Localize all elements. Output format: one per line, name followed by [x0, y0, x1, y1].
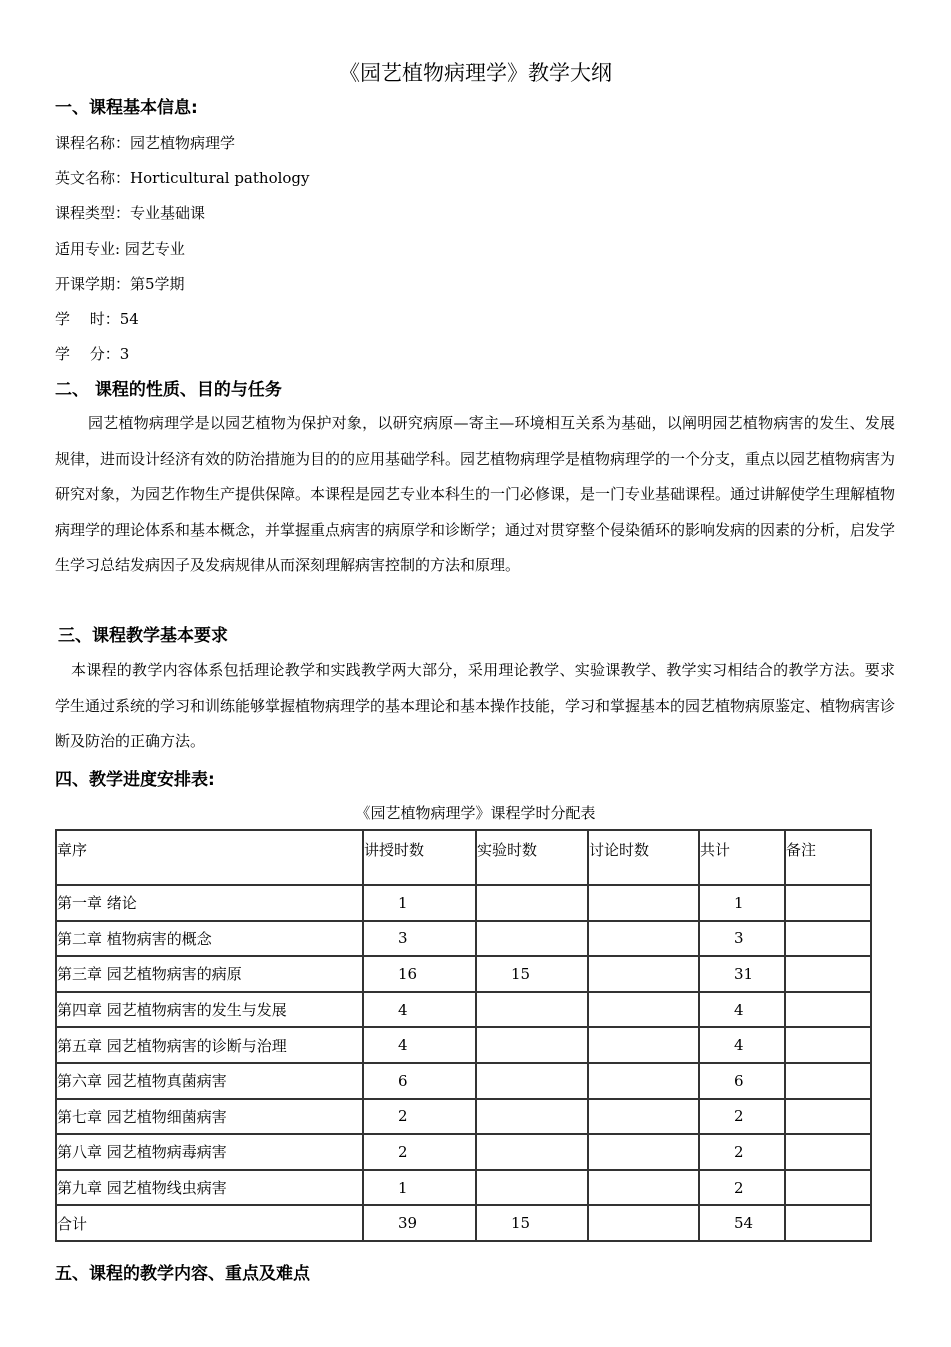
- header-total: 共计: [699, 830, 785, 885]
- cell-lab-hours: [476, 885, 588, 921]
- cell-total: [699, 1205, 785, 1241]
- table-body: [56, 885, 871, 1241]
- section-heading-schedule: 四、教学进度安排表:: [55, 770, 215, 790]
- cell-total-value: 2: [734, 1107, 744, 1126]
- cell-chapter: 第四章 园艺植物病害的发生与发展: [56, 992, 363, 1028]
- cell-lecture-hours: [363, 1205, 476, 1241]
- cell-total-value: 3: [734, 929, 744, 948]
- cell-remarks: [785, 956, 871, 992]
- hours-table: [55, 829, 872, 1242]
- cell-total-value: 54: [734, 1214, 754, 1233]
- paragraph-requirements: 本课程的教学内容体系包括理论教学和实践教学两大部分，采用理论教学、实验课教学、教学实习相结合的教学方法。要求学生通过系统的学习和训练能够掌握植物病理学的基本理论和基本操作技能，学习和掌握基本的园艺植物病原鉴定、植物病害诊断及防治的正确方法。: [55, 661, 896, 751]
- cell-chapter: 合计: [56, 1205, 363, 1241]
- cell-total: [699, 992, 785, 1028]
- section-heading-nature: 二、 课程的性质、目的与任务: [55, 380, 282, 400]
- cell-lab-hours: [476, 1170, 588, 1206]
- cell-lecture-hours: [363, 1134, 476, 1170]
- cell-total: [699, 1063, 785, 1099]
- cell-chapter: 第三章 园艺植物病害的病原: [56, 956, 363, 992]
- cell-remarks: [785, 1205, 871, 1241]
- cell-remarks: [785, 921, 871, 957]
- cell-lab-hours: [476, 1063, 588, 1099]
- table-row: [56, 956, 871, 992]
- cell-discussion-hours: [588, 956, 699, 992]
- cell-remarks: [785, 1099, 871, 1135]
- cell-lab-hours-value: 15: [511, 1214, 531, 1233]
- info-course-type: 课程类型：专业基础课: [55, 204, 206, 222]
- cell-lecture-hours-value: 2: [398, 1107, 408, 1126]
- header-lab-hours: 实验时数: [476, 830, 588, 885]
- cell-chapter: 第九章 园艺植物线虫病害: [56, 1170, 363, 1206]
- cell-lecture-hours: [363, 1170, 476, 1206]
- cell-lecture-hours: [363, 1027, 476, 1063]
- cell-discussion-hours: [588, 1170, 699, 1206]
- cell-total: [699, 1027, 785, 1063]
- info-hours: 学 时：54: [55, 310, 139, 328]
- cell-total-value: 31: [734, 964, 754, 983]
- cell-lab-hours: [476, 1205, 588, 1241]
- cell-lecture-hours-value: 1: [398, 893, 408, 912]
- table-row: [56, 1063, 871, 1099]
- cell-discussion-hours: [588, 1205, 699, 1241]
- cell-remarks: [785, 1027, 871, 1063]
- cell-total-value: 1: [734, 893, 744, 912]
- table-row: [56, 1027, 871, 1063]
- cell-chapter: 第六章 园艺植物真菌病害: [56, 1063, 363, 1099]
- cell-discussion-hours: [588, 921, 699, 957]
- cell-remarks: [785, 1063, 871, 1099]
- cell-discussion-hours: [588, 1099, 699, 1135]
- cell-remarks: [785, 885, 871, 921]
- cell-discussion-hours: [588, 1027, 699, 1063]
- cell-lecture-hours-value: 39: [398, 1214, 418, 1233]
- cell-total-value: 6: [734, 1071, 744, 1090]
- cell-lab-hours: [476, 956, 588, 992]
- section-heading-content: 五、课程的教学内容、重点及难点: [55, 1264, 310, 1284]
- cell-lecture-hours-value: 16: [398, 964, 418, 983]
- table-header-row: [56, 830, 871, 885]
- cell-discussion-hours: [588, 1063, 699, 1099]
- cell-total: [699, 921, 785, 957]
- cell-total: [699, 1170, 785, 1206]
- cell-lab-hours: [476, 921, 588, 957]
- cell-lab-hours-value: 15: [511, 964, 531, 983]
- cell-lecture-hours: [363, 1063, 476, 1099]
- cell-total-value: 2: [734, 1178, 744, 1197]
- table-row: [56, 1170, 871, 1206]
- cell-chapter: 第二章 植物病害的概念: [56, 921, 363, 957]
- table-caption: 《园艺植物病理学》课程学时分配表: [355, 804, 596, 822]
- table-row: [56, 1099, 871, 1135]
- info-credits: 学 分：3: [55, 345, 130, 363]
- cell-lecture-hours-value: 4: [398, 1000, 408, 1019]
- table-row: [56, 1205, 871, 1241]
- cell-chapter: 第五章 园艺植物病害的诊断与治理: [56, 1027, 363, 1063]
- document-title: 《园艺植物病理学》教学大纲: [339, 61, 612, 85]
- cell-lecture-hours-value: 2: [398, 1142, 408, 1161]
- header-discussion-hours: 讨论时数: [588, 830, 699, 885]
- cell-lab-hours: [476, 1099, 588, 1135]
- table-row: [56, 1134, 871, 1170]
- cell-lecture-hours: [363, 921, 476, 957]
- cell-chapter: 第一章 绪论: [56, 885, 363, 921]
- cell-lecture-hours: [363, 992, 476, 1028]
- cell-total: [699, 1099, 785, 1135]
- section-heading-requirements: 三、课程教学基本要求: [58, 626, 228, 646]
- cell-lecture-hours: [363, 1099, 476, 1135]
- cell-total: [699, 956, 785, 992]
- cell-chapter: 第七章 园艺植物细菌病害: [56, 1099, 363, 1135]
- cell-discussion-hours: [588, 992, 699, 1028]
- cell-lab-hours: [476, 1027, 588, 1063]
- cell-chapter: 第八章 园艺植物病毒病害: [56, 1134, 363, 1170]
- cell-remarks: [785, 1170, 871, 1206]
- cell-discussion-hours: [588, 885, 699, 921]
- cell-discussion-hours: [588, 1134, 699, 1170]
- paragraph-nature: 园艺植物病理学是以园艺植物为保护对象，以研究病原—寄主—环境相互关系为基础，以阐明园艺植物病害的发生、发展规律，进而设计经济有效的防治措施为目的的应用基础学科。园艺植物病理学是植物病理学的一个分支，重点以园艺植物病害为研究对象，为园艺作物生产提供保障。本课程是园艺专业本科生的一门必修课，是一门专业基础课程。通过讲解使学生理解植物病理学的理论体系和基本概念，并掌握重点病害的病原学和诊断学；通过对贯穿整个侵染循环的影响发病的因素的分析，启发学生学习总结发病因子及发病规律从而深刻理解病害控制的方法和原理。: [55, 414, 896, 575]
- info-course-name: 课程名称：园艺植物病理学: [55, 134, 236, 152]
- table-row: [56, 992, 871, 1028]
- table-row: [56, 921, 871, 957]
- cell-lecture-hours: [363, 885, 476, 921]
- header-remarks: 备注: [785, 830, 871, 885]
- cell-lecture-hours-value: 6: [398, 1071, 408, 1090]
- header-chapter: 章序: [56, 830, 363, 885]
- info-major: 适用专业: 园艺专业: [55, 240, 185, 258]
- cell-total: [699, 1134, 785, 1170]
- cell-remarks: [785, 1134, 871, 1170]
- cell-remarks: [785, 992, 871, 1028]
- cell-lab-hours: [476, 992, 588, 1028]
- cell-lecture-hours: [363, 956, 476, 992]
- cell-lecture-hours-value: 3: [398, 929, 408, 948]
- table-row: [56, 885, 871, 921]
- cell-total: [699, 885, 785, 921]
- info-semester: 开课学期：第5学期: [55, 275, 185, 293]
- cell-lecture-hours-value: 1: [398, 1178, 408, 1197]
- cell-lab-hours: [476, 1134, 588, 1170]
- header-lecture-hours: 讲授时数: [363, 830, 476, 885]
- info-english-name: 英文名称：Horticultural pathology: [55, 169, 310, 187]
- cell-total-value: 2: [734, 1142, 744, 1161]
- cell-total-value: 4: [734, 1036, 744, 1055]
- section-heading-basic-info: 一、课程基本信息:: [55, 98, 198, 118]
- cell-lecture-hours-value: 4: [398, 1036, 408, 1055]
- cell-total-value: 4: [734, 1000, 744, 1019]
